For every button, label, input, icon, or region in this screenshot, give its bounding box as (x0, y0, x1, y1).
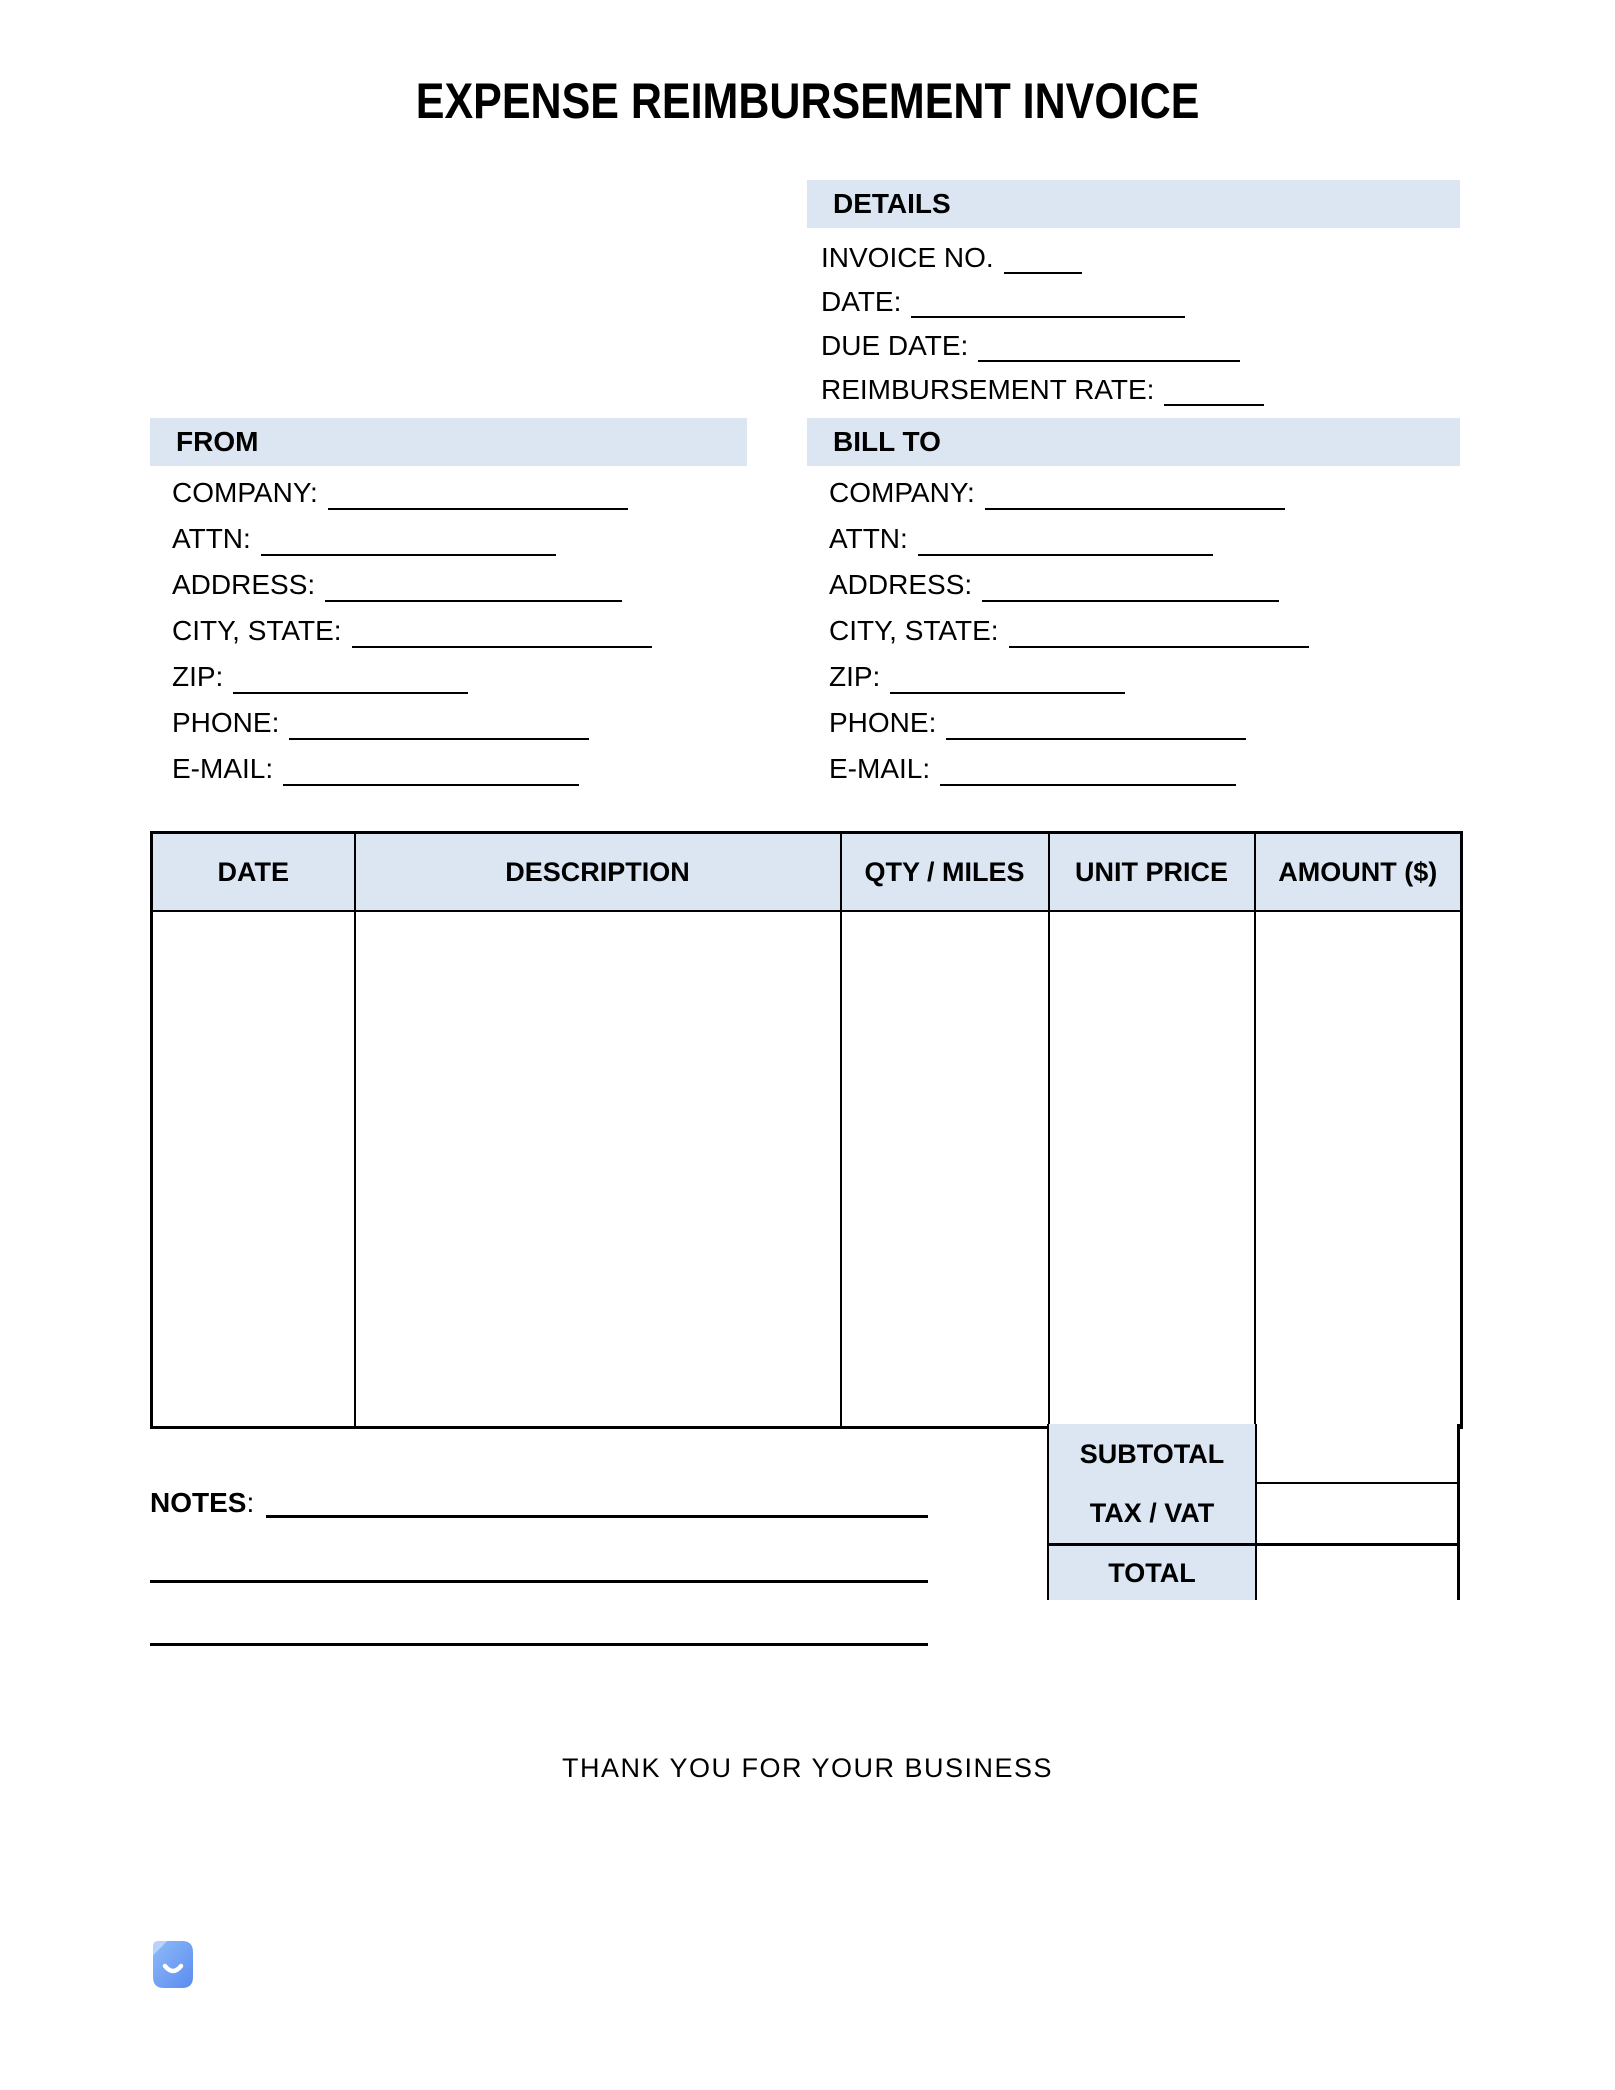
form-field-row (172, 470, 652, 516)
field-label: PHONE: (829, 707, 937, 738)
notes-label: NOTES (150, 1487, 247, 1518)
field-label: E-MAIL: (172, 753, 274, 784)
field-blank-line[interactable] (352, 646, 652, 648)
field-blank-line[interactable] (283, 784, 579, 786)
field-blank-line[interactable] (1009, 646, 1309, 648)
form-field-row (821, 324, 1264, 368)
field-blank-line[interactable] (1004, 272, 1082, 274)
field-blank-line[interactable] (918, 554, 1213, 556)
field-blank-line[interactable] (978, 360, 1240, 362)
form-field-row (829, 470, 1309, 516)
form-field-row (821, 236, 1264, 280)
field-label: ZIP: (172, 661, 224, 692)
field-blank-line[interactable] (325, 600, 622, 602)
field-blank-line[interactable] (328, 508, 628, 510)
field-blank-line[interactable] (982, 600, 1279, 602)
summary-label: SUBTOTAL (1049, 1424, 1255, 1484)
table-body-cell[interactable] (1255, 911, 1462, 1428)
notes-blank-line-3[interactable] (150, 1643, 928, 1646)
form-field-row (829, 700, 1309, 746)
page-title: EXPENSE REIMBURSEMENT INVOICE (415, 73, 1200, 129)
table-column-header: UNIT PRICE (1049, 833, 1255, 912)
details-section-header: DETAILS (807, 180, 1460, 228)
table-body-cell[interactable] (355, 911, 841, 1428)
field-label: ADDRESS: (829, 569, 973, 600)
form-field-row (172, 562, 652, 608)
field-blank-line[interactable] (1164, 404, 1264, 406)
form-field-row (172, 700, 652, 746)
field-label: INVOICE NO. (821, 242, 994, 273)
summary-value-cell[interactable] (1255, 1424, 1457, 1484)
notes-blank-line-2[interactable] (150, 1580, 928, 1583)
table-column-header: DATE (152, 833, 355, 912)
form-field-row (829, 608, 1309, 654)
table-body-cell[interactable] (152, 911, 355, 1428)
form-field-row (829, 654, 1309, 700)
field-label: ATTN: (829, 523, 908, 554)
field-label: ADDRESS: (172, 569, 316, 600)
notes-row (150, 1486, 928, 1520)
field-blank-line[interactable] (261, 554, 556, 556)
field-label: ZIP: (829, 661, 881, 692)
field-label: REIMBURSEMENT RATE: (821, 374, 1155, 405)
field-blank-line[interactable] (940, 784, 1236, 786)
summary-value-cell[interactable] (1255, 1543, 1457, 1600)
field-label: ATTN: (172, 523, 251, 554)
from-fields (172, 470, 652, 792)
notes-blank-line-1[interactable] (266, 1515, 928, 1518)
table-header-row (152, 833, 1462, 912)
form-field-row (172, 746, 652, 792)
summary-label: TOTAL (1049, 1543, 1255, 1600)
form-field-row (829, 746, 1309, 792)
table-row (152, 911, 1462, 1428)
form-field-row (821, 368, 1264, 412)
field-blank-line[interactable] (985, 508, 1285, 510)
field-blank-line[interactable] (289, 738, 589, 740)
table-body-cell[interactable] (841, 911, 1049, 1428)
form-field-row (172, 608, 652, 654)
field-blank-line[interactable] (890, 692, 1125, 694)
brand-logo (153, 1941, 193, 1988)
field-blank-line[interactable] (911, 316, 1185, 318)
field-label: CITY, STATE: (172, 615, 342, 646)
bill-to-fields (829, 470, 1309, 792)
notes-colon: : (246, 1487, 255, 1518)
details-fields (821, 236, 1264, 412)
form-field-row (172, 654, 652, 700)
title-wrap (0, 72, 1615, 130)
smiling-page-icon (153, 1941, 193, 1988)
table-body (152, 911, 1462, 1428)
from-section-header: FROM (150, 418, 747, 466)
field-label: CITY, STATE: (829, 615, 999, 646)
totals-summary (1047, 1424, 1460, 1600)
form-field-row (829, 562, 1309, 608)
line-items-table (150, 831, 1463, 1429)
table-column-header: QTY / MILES (841, 833, 1049, 912)
field-label: DUE DATE: (821, 330, 969, 361)
field-label: COMPANY: (172, 477, 318, 508)
field-blank-line[interactable] (946, 738, 1246, 740)
summary-value-cell[interactable] (1255, 1484, 1457, 1543)
field-label: DATE: (821, 286, 902, 317)
form-field-row (821, 280, 1264, 324)
table-column-header: AMOUNT ($) (1255, 833, 1462, 912)
table-column-header: DESCRIPTION (355, 833, 841, 912)
form-field-row (829, 516, 1309, 562)
table-body-cell[interactable] (1049, 911, 1255, 1428)
field-label: COMPANY: (829, 477, 975, 508)
bill-to-section-header: BILL TO (807, 418, 1460, 466)
notes-label-wrap (150, 1486, 254, 1520)
field-blank-line[interactable] (233, 692, 468, 694)
form-field-row (172, 516, 652, 562)
field-label: PHONE: (172, 707, 280, 738)
summary-label: TAX / VAT (1049, 1484, 1255, 1543)
field-label: E-MAIL: (829, 753, 931, 784)
thank-you-text: THANK YOU FOR YOUR BUSINESS (561, 1753, 1054, 1783)
